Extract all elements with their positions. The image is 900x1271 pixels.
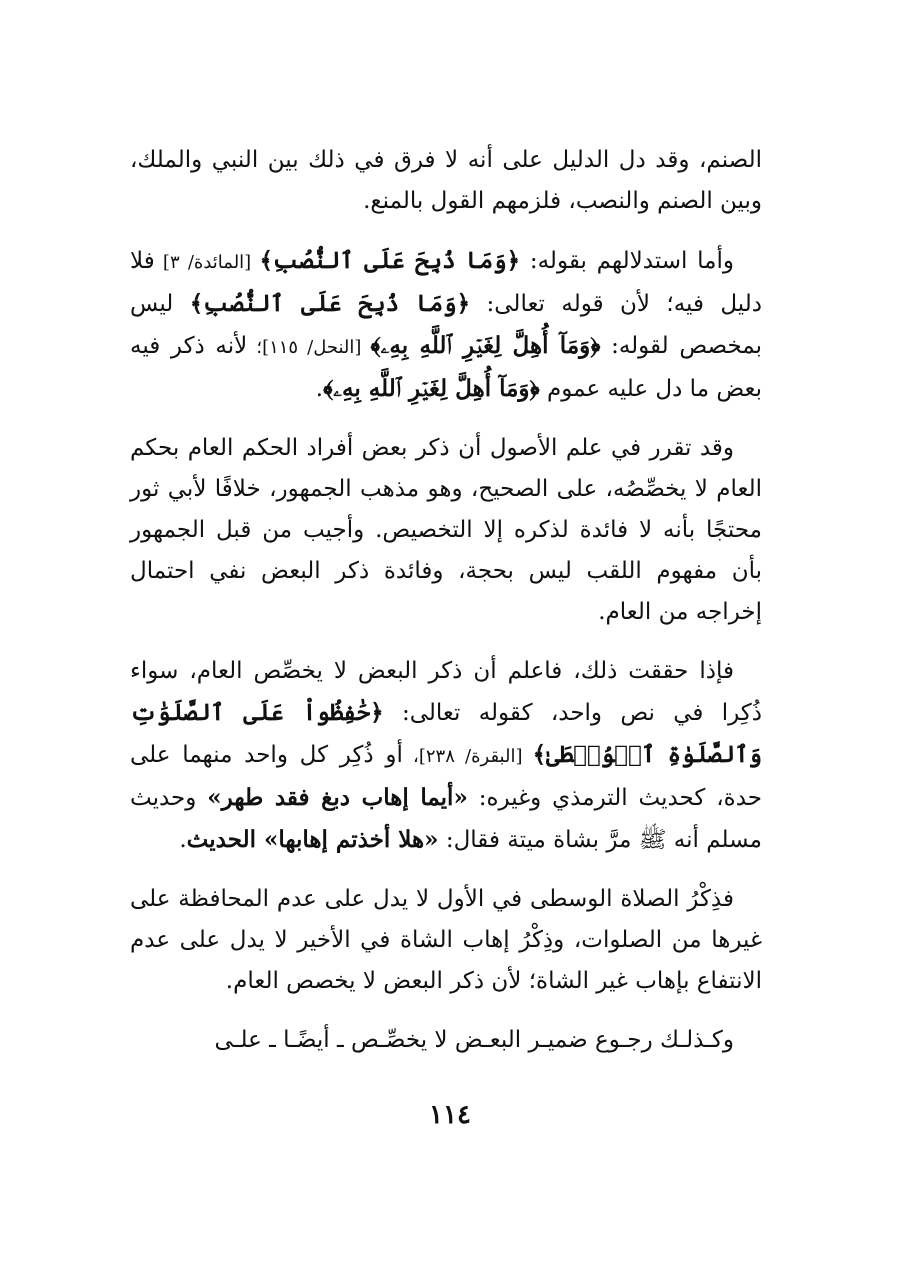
verse-reference: [البقرة/ ٢٣٨]، bbox=[402, 746, 533, 767]
paragraph-5: فذِكْرُ الصلاة الوسطى في الأول لا يدل على عدم المحافظة على غيرها من الصلوات، وذِكْرُ إهاب الشاة في الأخير لا يدل على عدم الانتفاع بإهاب غير الشاة؛ لأن ذكر البعض لا يخصص العام. bbox=[130, 886, 762, 994]
text-segment: لأنه ذكر فيه بعض ما دل عليه عموم bbox=[130, 333, 762, 402]
paragraph-2 bbox=[130, 240, 762, 410]
quran-verse: ﴿وَمَا ذُبِحَ عَلَى ٱلنُّصُبِ﴾ bbox=[189, 290, 471, 317]
quran-verse: ﴿وَمَا ذُبِحَ عَلَى ٱلنُّصُبِ﴾ bbox=[259, 247, 521, 274]
verse-reference: [النحل/ ١١٥]؛ bbox=[247, 337, 371, 358]
quran-verse: ﴿وَمَآ أُهِلَّ لِغَيۡرِ ٱللَّهِ بِهِۦ﴾ bbox=[323, 375, 540, 402]
hadith-quote: «هلا أخذتم إهابها» الحديث bbox=[186, 826, 439, 853]
text-segment: فإذا حققت ذلك، فاعلم أن ذكر البعض لا يخصِّص العام، سواء ذُكِرا في نص واحد، كقوله تعالى: bbox=[130, 658, 762, 726]
text-segment: . bbox=[179, 827, 187, 853]
text-segment: . bbox=[315, 376, 324, 402]
text-segment: وأما استدلالهم بقوله: bbox=[520, 248, 735, 274]
page-number: ١١٤ bbox=[429, 1100, 471, 1130]
paragraph-6: وكـذلـك رجـوع ضميـر البعـض لا يخصِّـص ـ أيضًـا ـ علـى bbox=[214, 1027, 734, 1053]
paragraph-1: الصنم، وقد دل الدليل على أنه لا فرق في ذلك بين النبي والملك، وبين الصنم والنصب، فلزمهم القول بالمنع. bbox=[130, 147, 762, 214]
text-segment: وحديث مسلم أنه ﷺ مرَّ بشاة ميتة فقال: bbox=[130, 785, 762, 853]
text-segment: أو ذُكِر كل واحد منهما على حدة، كحديث الترمذي وغيره: bbox=[130, 742, 762, 811]
quran-verse: ﴿حَٰفِظُواْ عَلَى ٱلصَّلَوَٰتِ وَٱلصَّلَوٰةِ ٱلۡوُسۡطَىٰ﴾ bbox=[130, 699, 762, 768]
text-segment: فلا دليل فيه؛ لأن قوله تعالى: bbox=[130, 248, 762, 317]
hadith-quote: «أيما إهاب دبغ فقد طهر» bbox=[207, 784, 468, 811]
quran-verse: ﴿وَمَآ أُهِلَّ لِغَيۡرِ ٱللَّهِ بِهِۦ﴾ bbox=[370, 332, 601, 359]
paragraph-4 bbox=[130, 651, 762, 861]
verse-reference: [المائدة/ ٣] bbox=[154, 252, 260, 273]
paragraph-3: وقد تقرر في علم الأصول أن ذكر بعض أفراد الحكم العام بحكم العام لا يخصِّصُه، على الصحيح، وهو مذهب الجمهور، خلافًا لأبي ثور محتجًا بأنه لا فائدة لذكره إلا التخصيص. وأجيب من قبل الجمهور بأن مفهوم اللقب ليس بحجة، وفائدة ذكر البعض نفي احتمال إخراجه من العام. bbox=[130, 435, 762, 625]
page-body bbox=[130, 140, 762, 1079]
text-segment: ليس بمخصص لقوله: bbox=[130, 291, 763, 359]
